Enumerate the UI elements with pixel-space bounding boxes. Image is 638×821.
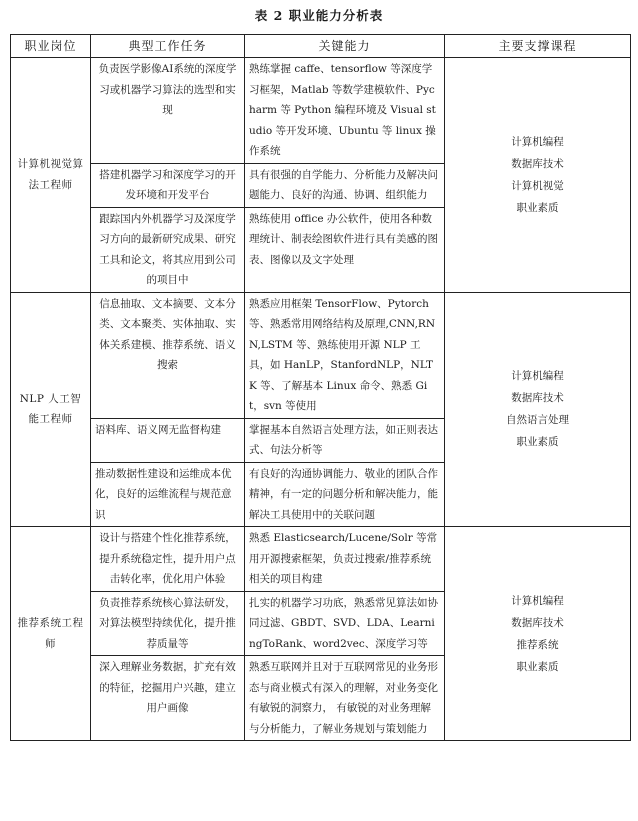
ability-cell: 熟悉互联网并且对于互联网常见的业务形态与商业模式有深入的理解，对业务变化有敏锐的洞察力， 有敏锐的对业务理解与分析能力，了解业务规划与策划能力	[245, 656, 445, 741]
header-task: 典型工作任务	[91, 35, 245, 58]
course-item: 计算机编程	[511, 135, 564, 148]
course-item: 数据库技术	[511, 157, 564, 170]
job-title: 计算机视觉算法工程师	[11, 58, 91, 293]
course-cell	[445, 58, 631, 293]
ability-cell: 具有很强的自学能力、分析能力及解决问题能力、良好的沟通、协调、组织能力	[245, 163, 445, 207]
task-cell: 负责医学影像AI系统的深度学习或机器学习算法的选型和实现	[91, 58, 245, 164]
ability-cell: 熟练使用 office 办公软件，使用各种数理统计、制表绘图软件进行具有美感的图表、图像以及文字处理	[245, 207, 445, 292]
course-cell	[445, 292, 631, 527]
ability-cell: 熟练掌握 caffe、tensorflow 等深度学习框架，Matlab 等数学建模软件、Pycharm 等 Python 编程环境及 Visual studio 等开发环境、Ubuntu 等 linux 操作系统	[245, 58, 445, 164]
task-cell: 深入理解业务数据，扩充有效的特征，挖掘用户兴趣，建立用户画像	[91, 656, 245, 741]
ability-cell: 熟悉 Elasticsearch/Lucene/Solr 等常用开源搜索框架，负责过搜索/推荐系统相关的项目构建	[245, 527, 445, 592]
course-item: 数据库技术	[511, 392, 564, 405]
task-cell: 搭建机器学习和深度学习的开发环境和开发平台	[91, 163, 245, 207]
course-item: 计算机视觉	[511, 179, 564, 192]
course-cell	[445, 527, 631, 741]
course-item: 职业素质	[516, 660, 559, 673]
job-title: NLP 人工智能工程师	[11, 292, 91, 527]
task-cell: 设计与搭建个性化推荐系统，提升系统稳定性，提升用户点击转化率，优化用户体验	[91, 527, 245, 592]
table-row	[11, 58, 631, 164]
table-row	[11, 527, 631, 592]
table-caption: 表 2 职业能力分析表	[254, 8, 384, 23]
task-cell: 负责推荐系统核心算法研发，对算法模型持续优化，提升推荐质量等	[91, 591, 245, 656]
course-item: 数据库技术	[511, 616, 564, 629]
course-item: 自然语言处理	[506, 414, 569, 427]
header-course: 主要支撑课程	[445, 35, 631, 58]
job-title: 推荐系统工程师	[11, 527, 91, 741]
task-cell: 推动数据性建设和运维成本优化，良好的运维流程与规范意识	[91, 462, 245, 527]
ability-cell: 有良好的沟通协调能力、敬业的团队合作精神，有一定的问题分析和解决能力，能解决工具使用中的关联问题	[245, 462, 445, 527]
course-item: 职业素质	[516, 201, 559, 214]
table-row	[11, 292, 631, 418]
course-item: 计算机编程	[511, 594, 564, 607]
header-ability: 关键能力	[245, 35, 445, 58]
table-header-row	[11, 35, 631, 58]
task-cell: 信息抽取、文本摘要、文本分类、文本聚类、实体抽取、实体关系建模、推荐系统、语义搜索	[91, 292, 245, 418]
course-item: 职业素质	[516, 436, 559, 449]
header-job: 职业岗位	[11, 35, 91, 58]
course-item: 推荐系统	[516, 638, 559, 651]
task-cell: 跟踪国内外机器学习及深度学习方向的最新研究成果、研究工具和论文，将其应用到公司的项目中	[91, 207, 245, 292]
task-cell: 语料库、语义网无监督构建	[91, 418, 245, 462]
course-item: 计算机编程	[511, 370, 564, 383]
career-ability-table	[10, 34, 631, 741]
ability-cell: 熟悉应用框架 TensorFlow、Pytorch 等、熟悉常用网络结构及原理,CNN,RNN,LSTM 等、熟练使用开源 NLP 工具，如 HanLP，StanfordNLP，NLTK 等、了解基本 Linux 命令、熟悉 Git，svn 等使用	[245, 292, 445, 418]
ability-cell: 掌握基本自然语言处理方法，如正则表达式、句法分析等	[245, 418, 445, 462]
ability-cell: 扎实的机器学习功底，熟悉常见算法如协同过滤、GBDT、SVD、LDA、LearningToRank、word2vec、深度学习等	[245, 591, 445, 656]
